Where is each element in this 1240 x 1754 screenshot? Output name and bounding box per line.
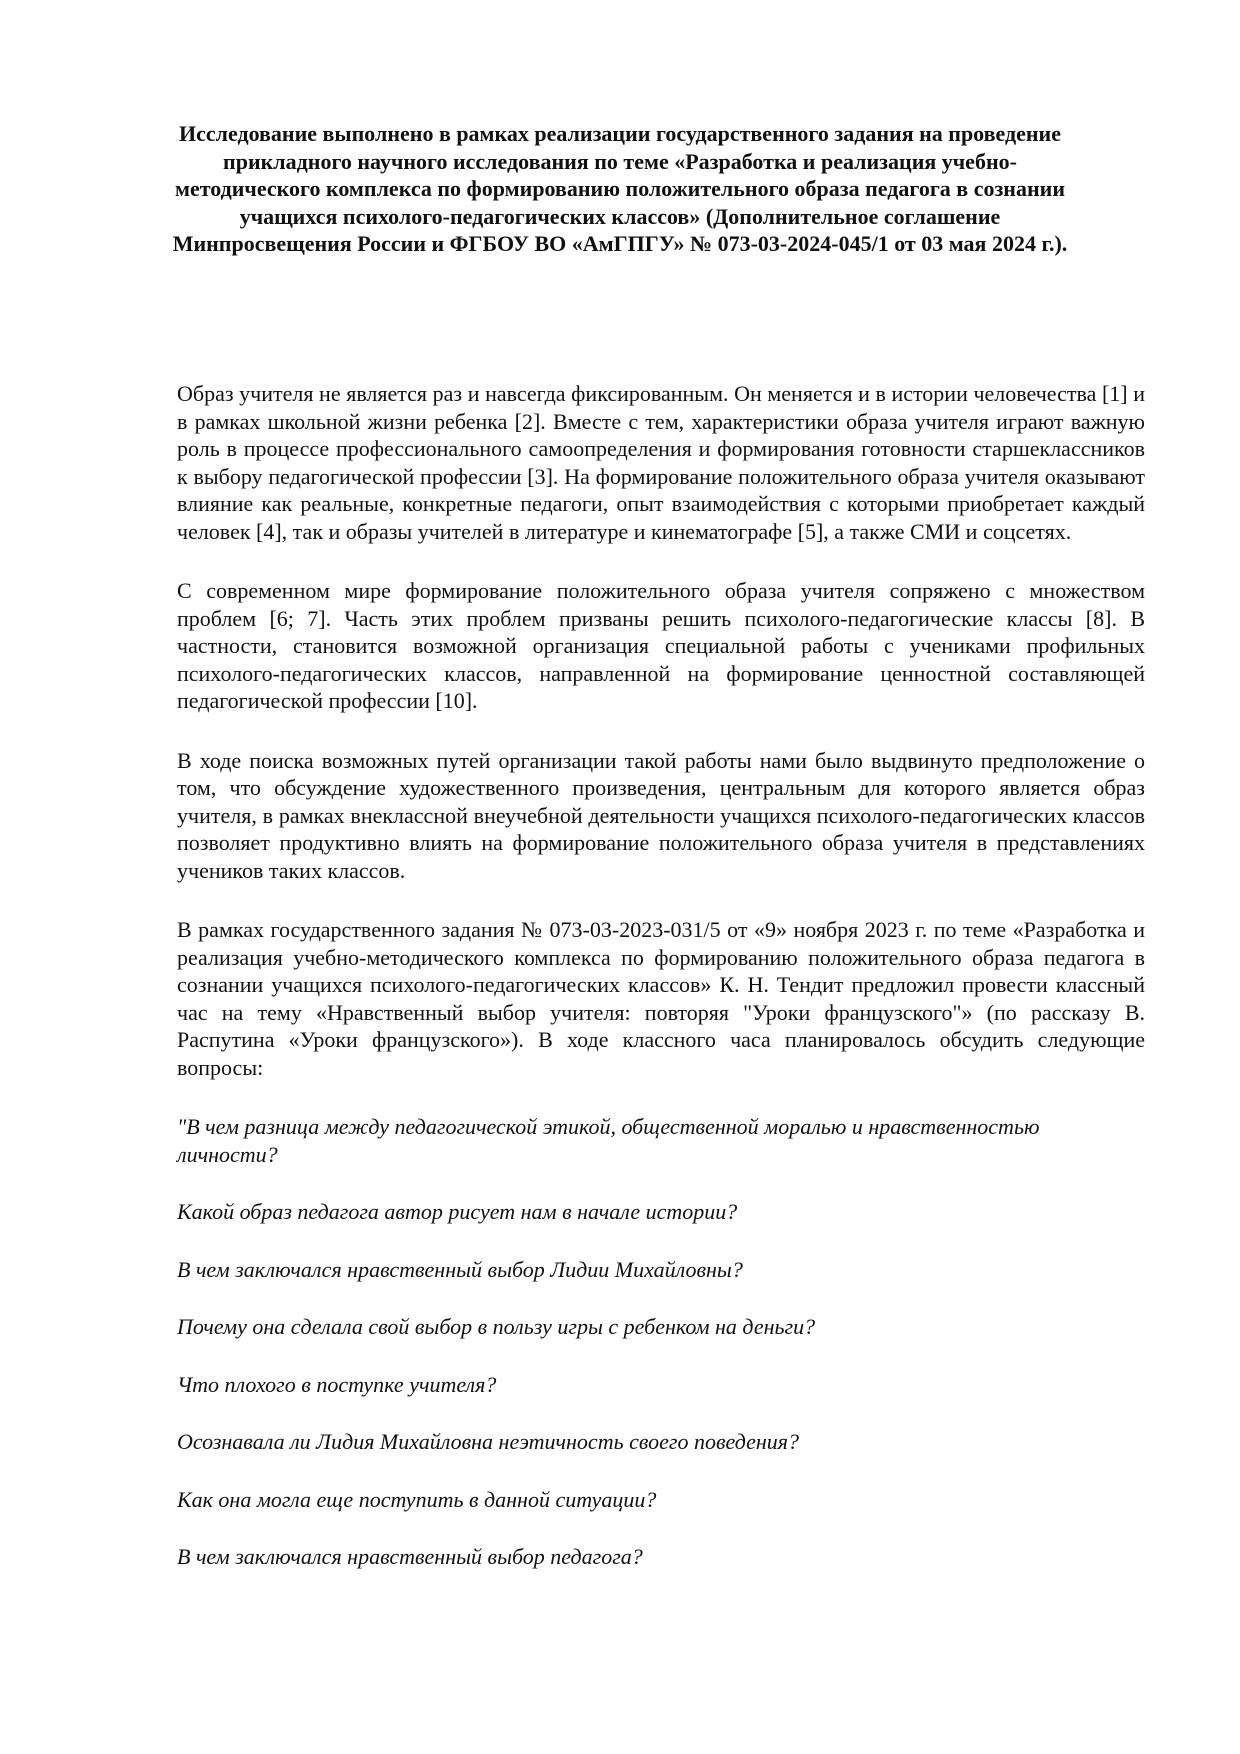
paragraph-class-hour: В рамках государственного задания № 073-03-2023-031/5 от «9» ноября 2023 г. по теме «Разработка и реализация учебно-методического комплекса по формированию положительного образа педагога в сознании учащихся психолого-педагогических классов» К. Н. Тендит предложил провести классный час на тему «Нравственный выбор учителя: повторяя "Уроки французского"» (по рассказу В. Распутина «Уроки французского»). В ходе классного часа планировалось обсудить следующие вопросы:: [177, 917, 1145, 1080]
question-item: Осознавала ли Лидия Михайловна неэтичность своего поведения?: [177, 1429, 800, 1454]
paragraph-teacher-image: Образ учителя не является раз и навсегда фиксированным. Он меняется и в истории человечества [1] и в рамках школьной жизни ребенка [2]. Вместе с тем, характеристики образа учителя играют важную роль в процессе профессионального самоопределения и формирования готовности старшеклассников к выбору педагогической профессии [3]. На формирование положительного образа учителя оказывают влияние как реальные, конкретные педагоги, опыт взаимодействия с которыми приобретает каждый человек [4], так и образы учителей в литературе и кинематографе [5], а также СМИ и соцсетях.: [177, 381, 1145, 544]
funding-note-heading: Исследование выполнено в рамках реализации государственного задания на проведение прикладного научного исследования по теме «Разработка и реализация учебно-методического комплекса по формированию положительного образа педагога в сознании учащихся психолого-педагогических классов» (Дополнительное соглашение Минпросвещения России и ФГБОУ ВО «АмГПГУ» № 073-03-2024-045/1 от 03 мая 2024 г.).: [172, 121, 1068, 256]
question-item: В чем заключался нравственный выбор педагога?: [177, 1544, 643, 1569]
discussion-questions-list: [177, 1113, 1145, 1571]
paragraph-hypothesis: В ходе поиска возможных путей организации такой работы нами было выдвинуто предположение о том, что обсуждение художественного произведения, центральным для которого является образ учителя, в рамках внеклассной внеучебной деятельности учащихся психолого-педагогических классов позволяет продуктивно влиять на формирование положительного образа учителя в представлениях учеников таких классов.: [177, 747, 1145, 883]
question-item: Что плохого в поступке учителя?: [177, 1371, 497, 1397]
question-item: В чем заключался нравственный выбор Лидии Михайловны?: [177, 1256, 743, 1282]
question-item: "В чем разница между педагогической этикой, общественной моралью и нравственностью личности?: [177, 1114, 1040, 1167]
question-item: Почему она сделала свой выбор в пользу игры с ребенком на деньги?: [177, 1314, 816, 1339]
question-item: Как она могла еще поступить в данной ситуации?: [177, 1486, 657, 1512]
document-body: [177, 380, 1145, 1601]
paragraph-modern-problems: С современном мире формирование положительного образа учителя сопряжено с множеством проблем [6; 7]. Часть этих проблем призваны решить психолого-педагогические классы [8]. В частности, становится возможной организация специальной работы с учениками профильных психолого-педагогических классов, направленной на формирование ценностной составляющей педагогической профессии [10].: [177, 578, 1145, 713]
question-item: Какой образ педагога автор рисует нам в начале истории?: [177, 1199, 738, 1224]
